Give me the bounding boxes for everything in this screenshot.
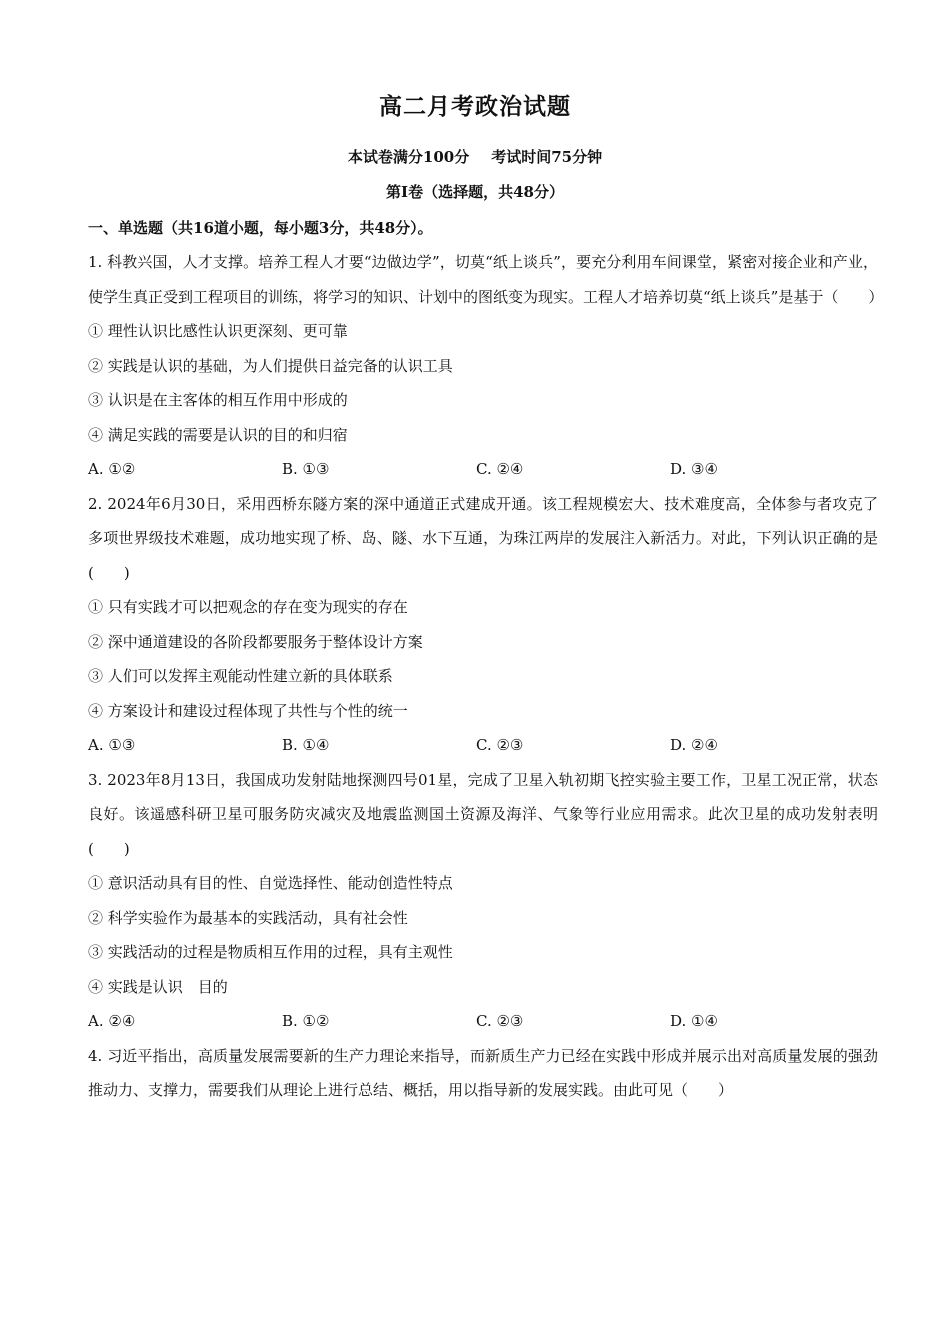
statement-4: ④ 方案设计和建设过程体现了共性与个性的统一 — [88, 701, 408, 720]
question-list — [88, 245, 884, 1108]
part-heading: 第Ⅰ卷（选择题，共48分） — [386, 183, 564, 201]
choice-d[interactable]: D. ①④ — [670, 1012, 718, 1030]
statement-1: ① 理性认识比感性认识更深刻、更可靠 — [88, 322, 348, 340]
statement-3: ③ 认识是在主客体的相互作用中形成的 — [88, 391, 348, 409]
choice-c[interactable]: C. ②④ — [476, 460, 524, 478]
statement-4: ④ 满足实践的需要是认识的目的和归宿 — [88, 425, 348, 444]
question-stem: 1. 科教兴国，人才支撑。培养工程人才要“边做边学”，切莫“纸上谈兵”，要充分利用车间课堂，紧密对接企业和产业，使学生真正受到工程项目的训练，将学习的知识、计划中的图纸变为现实。工程人才培养切莫“纸上谈兵”是基于（ ） — [88, 253, 884, 306]
statement-1: ① 只有实践才可以把观念的存在变为现实的存在 — [88, 598, 408, 616]
choice-a[interactable]: A. ①③ — [88, 736, 136, 754]
question-2 — [88, 487, 878, 763]
choice-d[interactable]: D. ②④ — [670, 736, 718, 754]
statement-1: ① 意识活动具有目的性、自觉选择性、能动创造性特点 — [88, 874, 453, 892]
question-4 — [88, 1039, 878, 1108]
answer-choices — [88, 452, 878, 487]
statement-4: ④ 实践是认识 目的 — [88, 977, 228, 996]
question-1 — [88, 245, 884, 487]
statement-3: ③ 实践活动的过程是物质相互作用的过程，具有主观性 — [88, 943, 453, 961]
statement-2: ② 深中通道建设的各阶段都要服务于整体设计方案 — [88, 632, 423, 651]
choice-b[interactable]: B. ①③ — [282, 460, 330, 478]
section-heading: 一、单选题（共16道小题，每小题3分，共48分）。 — [88, 219, 433, 237]
question-3 — [88, 763, 878, 1039]
choice-a[interactable]: A. ①② — [88, 460, 136, 478]
choice-a[interactable]: A. ②④ — [88, 1012, 136, 1030]
statement-2: ② 实践是认识的基础，为人们提供日益完备的认识工具 — [88, 356, 453, 375]
choice-c[interactable]: C. ②③ — [476, 1012, 524, 1030]
choice-d[interactable]: D. ③④ — [670, 460, 718, 478]
score-info: 本试卷满分100分 — [347, 148, 470, 166]
choice-b[interactable]: B. ①④ — [282, 736, 330, 754]
statement-2: ② 科学实验作为最基本的实践活动，具有社会性 — [88, 908, 408, 927]
question-stem: 3. 2023年8月13日，我国成功发射陆地探测四号01星，完成了卫星入轨初期飞控实验主要工作，卫星工况正常，状态良好。该遥感科研卫星可服务防灾减灾及地震监测国土资源及海洋、气象等行业应用需求。此次卫星的成功发射表明( ) — [88, 770, 878, 858]
choice-c[interactable]: C. ②③ — [476, 736, 524, 754]
question-stem: 2. 2024年6月30日，采用西桥东隧方案的深中通道正式建成开通。该工程规模宏大、技术难度高，全体参与者攻克了多项世界级技术难题，成功地实现了桥、岛、隧、水下互通，为珠江两岸的发展注入新活力。对此，下列认识正确的是( ) — [88, 494, 878, 582]
exam-info — [0, 146, 950, 167]
answer-choices — [88, 1004, 878, 1039]
time-info: 考试时间75分钟 — [491, 148, 603, 166]
question-stem: 4. 习近平指出，高质量发展需要新的生产力理论来指导，而新质生产力已经在实践中形成并展示出对高质量发展的强劲推动力、支撑力，需要我们从理论上进行总结、概括，用以指导新的发展实践。由此可见（ ） — [88, 1046, 878, 1099]
choice-b[interactable]: B. ①② — [282, 1012, 330, 1030]
exam-title: 高二月考政治试题 — [379, 93, 571, 120]
statement-3: ③ 人们可以发挥主观能动性建立新的具体联系 — [88, 667, 393, 685]
answer-choices — [88, 728, 878, 763]
